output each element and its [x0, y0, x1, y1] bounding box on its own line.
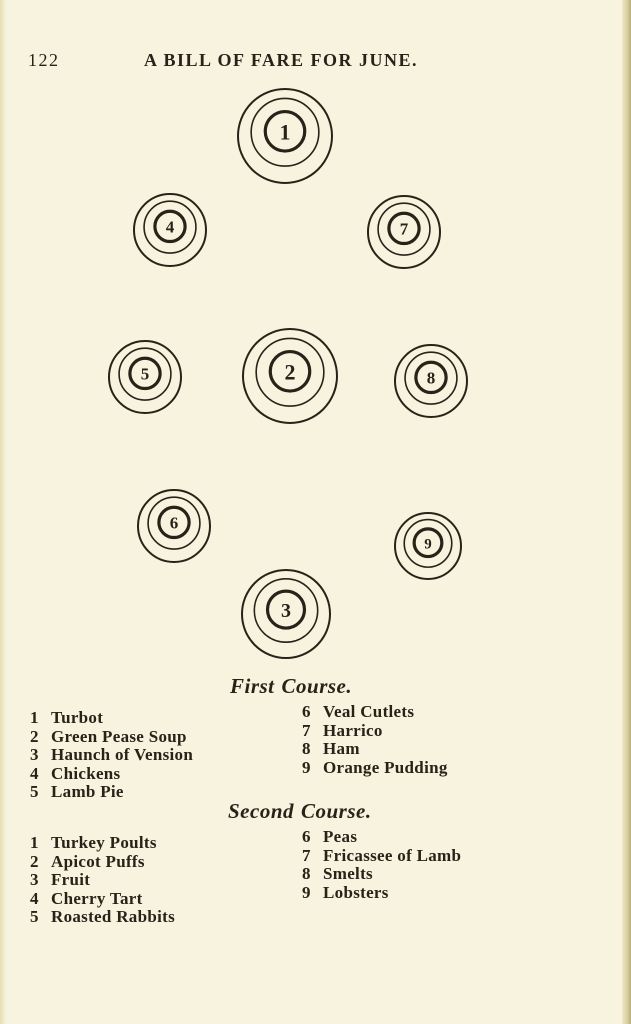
dish-number: 7 [399, 219, 409, 239]
list-item: 3 Haunch of Vension [30, 745, 194, 765]
first-course-list-right [302, 703, 448, 777]
first-course-list-left [30, 709, 193, 802]
dish-number: 5 [140, 364, 150, 384]
dish-number: 9 [424, 536, 432, 553]
dish-8 [395, 345, 467, 417]
list-item: 3 Fruit [30, 870, 91, 890]
list-item: 2 Green Pease Soup [30, 726, 187, 746]
second-course-list-right [302, 828, 461, 902]
page-number: 122 [28, 50, 60, 70]
second-course-title: Second Course. [228, 799, 372, 823]
list-item: 8 Ham [302, 739, 360, 759]
list-item: 5 Roasted Rabbits [30, 907, 175, 927]
list-item: 7 Fricassee of Lamb [302, 845, 462, 865]
list-item: 8 Smelts [302, 864, 373, 884]
dish-4 [134, 194, 206, 266]
dish-number: 3 [281, 600, 291, 623]
dish-5 [109, 341, 181, 413]
dish-6 [138, 490, 210, 562]
dish-3 [242, 570, 330, 658]
list-item: 7 Harrico [302, 720, 383, 740]
list-item: 9 Orange Pudding [302, 757, 448, 777]
first-course-title: First Course. [230, 674, 353, 698]
dish-number: 1 [279, 119, 291, 145]
list-item: 5 Lamb Pie [30, 782, 124, 802]
running-title: A BILL OF FARE FOR JUNE. [144, 50, 419, 70]
list-item: 4 Cherry Tart [30, 888, 143, 908]
dish-9 [395, 513, 461, 579]
list-item: 6 Veal Cutlets [302, 702, 415, 721]
second-course-list-left [30, 834, 175, 927]
dish-number: 2 [284, 359, 296, 385]
dish-7 [368, 196, 440, 268]
list-item: 6 Peas [302, 827, 358, 846]
list-item: 1 Turbot [30, 708, 104, 727]
list-item: 1 Turkey Poults [30, 833, 157, 852]
dish-number: 8 [426, 368, 436, 388]
list-item: 4 Chickens [30, 763, 121, 783]
dish-2 [243, 329, 337, 423]
dish-1 [238, 89, 332, 183]
list-item: 2 Apicot Puffs [30, 851, 145, 871]
dish-number: 4 [165, 217, 175, 237]
dish-number: 6 [169, 513, 179, 533]
list-item: 9 Lobsters [302, 882, 389, 902]
